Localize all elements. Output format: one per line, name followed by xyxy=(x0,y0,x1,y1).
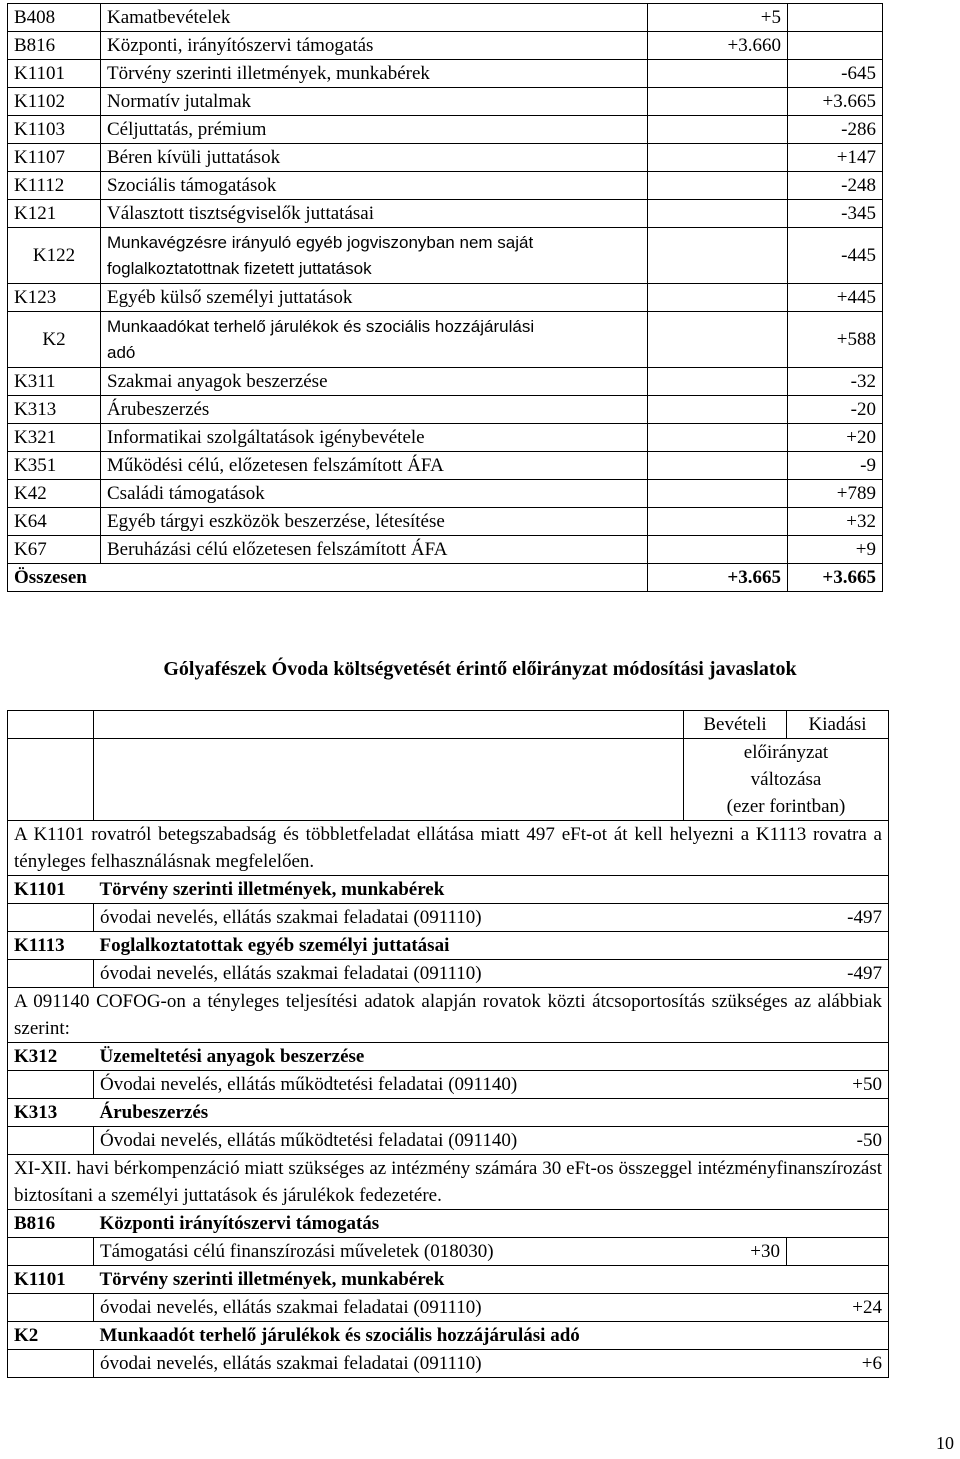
row-expense: +32 xyxy=(788,508,883,536)
row-name: Normatív jutalmak xyxy=(101,88,648,116)
row-name: Működési célú, előzetesen felszámított ÁFA xyxy=(101,452,648,480)
row-name: Szakmai anyagok beszerzése xyxy=(101,368,648,396)
expense-value: +50 xyxy=(787,1071,889,1099)
header-appropriation: előirányzat xyxy=(684,739,889,767)
row-name: Egyéb külső személyi juttatások xyxy=(101,284,648,312)
budget-row xyxy=(8,480,883,508)
budget-row xyxy=(8,284,883,312)
group-item-row xyxy=(8,904,889,932)
appropriation-table xyxy=(7,710,889,1378)
total-income: +3.665 xyxy=(648,564,788,592)
group-title: Foglalkoztatottak egyéb személyi juttatásai xyxy=(94,932,889,960)
row-expense: +9 xyxy=(788,536,883,564)
row-name xyxy=(101,312,648,368)
row-code: K64 xyxy=(8,508,101,536)
row-income xyxy=(648,312,788,368)
group-item: Óvodai nevelés, ellátás működtetési feladatai (091140) xyxy=(94,1127,787,1155)
group-title: Munkaadót terhelő járulékok és szociális hozzájárulási adó xyxy=(94,1322,889,1350)
group-item-row xyxy=(8,1238,889,1266)
row-expense: +445 xyxy=(788,284,883,312)
group-code: K313 xyxy=(8,1099,94,1127)
paragraph-2: A 091140 COFOG-on a tényleges teljesítési adatok alapján rovatok közti átcsoportosítás szükséges az alábbiak szerint: xyxy=(8,988,889,1043)
budget-summary-table xyxy=(7,3,883,592)
row-income xyxy=(648,508,788,536)
row-code: K67 xyxy=(8,536,101,564)
row-name: Szociális támogatások xyxy=(101,172,648,200)
group-item-row xyxy=(8,1294,889,1322)
row-expense xyxy=(788,4,883,32)
paragraph-row xyxy=(8,988,889,1043)
row-expense: -9 xyxy=(788,452,883,480)
expense-value: -497 xyxy=(787,960,889,988)
budget-row xyxy=(8,228,883,284)
group-item-row xyxy=(8,1127,889,1155)
group-title: Törvény szerinti illetmények, munkabérek xyxy=(94,1266,889,1294)
row-name-line-1: Munkaadókat terhelő járulékok és szociális hozzájárulási xyxy=(107,316,535,336)
total-row xyxy=(8,564,883,592)
group-code: K1113 xyxy=(8,932,94,960)
row-code: K1107 xyxy=(8,144,101,172)
row-expense: +20 xyxy=(788,424,883,452)
group-item: óvodai nevelés, ellátás szakmai feladatai (091110) xyxy=(94,1294,787,1322)
group-code: K1101 xyxy=(8,1266,94,1294)
group-item: óvodai nevelés, ellátás szakmai feladatai (091110) xyxy=(94,1350,787,1378)
row-income xyxy=(648,480,788,508)
row-expense: -645 xyxy=(788,60,883,88)
row-name: Árubeszerzés xyxy=(101,396,648,424)
row-name: Törvény szerinti illetmények, munkabérek xyxy=(101,60,648,88)
row-expense: -20 xyxy=(788,396,883,424)
paragraph-3: XI-XII. havi bérkompenzáció miatt szükséges az intézmény számára 30 eFt-os összeggel intézményfinanszírozást biztosítani a személyi juttatások és járulékok fedezetére. xyxy=(8,1155,889,1210)
row-income xyxy=(648,172,788,200)
row-expense: -445 xyxy=(788,228,883,284)
row-name: Informatikai szolgáltatások igénybevétele xyxy=(101,424,648,452)
paragraph-row xyxy=(8,821,889,876)
group-title-row xyxy=(8,1266,889,1294)
row-name-line-1: Munkavégzésre irányuló egyéb jogviszonyban nem saját xyxy=(107,232,534,252)
row-name-line-2: adó xyxy=(107,342,136,362)
row-name: Béren kívüli juttatások xyxy=(101,144,648,172)
row-income xyxy=(648,536,788,564)
row-code: K1103 xyxy=(8,116,101,144)
budget-row xyxy=(8,172,883,200)
expense-value: +24 xyxy=(787,1294,889,1322)
group-item: Támogatási célú finanszírozási műveletek (018030) xyxy=(94,1238,684,1266)
group-title: Törvény szerinti illetmények, munkabérek xyxy=(94,876,889,904)
group-title-row xyxy=(8,1322,889,1350)
section-title: Gólyafészek Óvoda költségvetését érintő előirányzat módosítási javaslatok xyxy=(163,658,797,680)
paragraph-1: A K1101 rovatról betegszabadság és többletfeladat ellátása miatt 497 eFt-ot át kell helyezni a K1113 rovatra a tényleges felhasználásnak megfelelően. xyxy=(8,821,889,876)
row-expense: -286 xyxy=(788,116,883,144)
row-name: Központi, irányítószervi támogatás xyxy=(101,32,648,60)
group-title: Árubeszerzés xyxy=(94,1099,889,1127)
row-income xyxy=(648,452,788,480)
group-item-row xyxy=(8,1350,889,1378)
group-code: K1101 xyxy=(8,876,94,904)
group-item: Óvodai nevelés, ellátás működtetési feladatai (091140) xyxy=(94,1071,787,1099)
budget-row xyxy=(8,508,883,536)
row-expense: +588 xyxy=(788,312,883,368)
income-value: +30 xyxy=(684,1238,787,1266)
group-code: K2 xyxy=(8,1322,94,1350)
row-code: K122 xyxy=(8,228,101,284)
row-name: Családi támogatások xyxy=(101,480,648,508)
row-expense: +789 xyxy=(788,480,883,508)
header-unit: (ezer forintban) xyxy=(684,793,889,821)
row-name: Kamatbevételek xyxy=(101,4,648,32)
row-income xyxy=(648,200,788,228)
budget-summary-body xyxy=(8,4,883,564)
row-income xyxy=(648,396,788,424)
expense-value: +6 xyxy=(787,1350,889,1378)
budget-row xyxy=(8,200,883,228)
row-code: K351 xyxy=(8,452,101,480)
paragraph-row xyxy=(8,1155,889,1210)
header-row-1 xyxy=(8,711,889,739)
budget-row xyxy=(8,312,883,368)
group-title-row xyxy=(8,876,889,904)
group-title: Üzemeltetési anyagok beszerzése xyxy=(94,1043,889,1071)
row-income xyxy=(648,424,788,452)
row-code: K1101 xyxy=(8,60,101,88)
row-name: Beruházási célú előzetesen felszámított ÁFA xyxy=(101,536,648,564)
row-code: K123 xyxy=(8,284,101,312)
row-expense: +147 xyxy=(788,144,883,172)
group-title: Központi irányítószervi támogatás xyxy=(94,1210,889,1238)
row-income: +5 xyxy=(648,4,788,32)
row-income xyxy=(648,144,788,172)
row-name xyxy=(101,228,648,284)
budget-row xyxy=(8,116,883,144)
row-code: K321 xyxy=(8,424,101,452)
group-title-row xyxy=(8,932,889,960)
budget-row xyxy=(8,88,883,116)
row-code: K121 xyxy=(8,200,101,228)
row-code: B816 xyxy=(8,32,101,60)
group-code: B816 xyxy=(8,1210,94,1238)
row-expense: -32 xyxy=(788,368,883,396)
budget-row xyxy=(8,368,883,396)
row-name: Választott tisztségviselők juttatásai xyxy=(101,200,648,228)
budget-row xyxy=(8,144,883,172)
row-income xyxy=(648,284,788,312)
row-income xyxy=(648,116,788,144)
group-title-row xyxy=(8,1099,889,1127)
total-expense: +3.665 xyxy=(788,564,883,592)
row-code: K1102 xyxy=(8,88,101,116)
page-number: 10 xyxy=(936,1433,954,1453)
expense-header: Kiadási xyxy=(787,711,889,739)
expense-value: -497 xyxy=(787,904,889,932)
row-code: B408 xyxy=(8,4,101,32)
row-code: K42 xyxy=(8,480,101,508)
budget-row xyxy=(8,396,883,424)
row-code: K311 xyxy=(8,368,101,396)
header-change: változása xyxy=(684,766,889,793)
expense-value: -50 xyxy=(787,1127,889,1155)
row-income: +3.660 xyxy=(648,32,788,60)
row-expense xyxy=(788,32,883,60)
row-name: Céljuttatás, prémium xyxy=(101,116,648,144)
row-name-line-2: foglalkoztatottnak fizetett juttatások xyxy=(107,258,372,278)
row-expense: +3.665 xyxy=(788,88,883,116)
budget-row xyxy=(8,4,883,32)
row-expense: -248 xyxy=(788,172,883,200)
group-item-row xyxy=(8,1071,889,1099)
budget-row xyxy=(8,452,883,480)
total-label: Összesen xyxy=(8,564,648,592)
header-row-2 xyxy=(8,739,889,767)
group-code: K312 xyxy=(8,1043,94,1071)
budget-row xyxy=(8,424,883,452)
group-title-row xyxy=(8,1210,889,1238)
income-header: Bevételi xyxy=(684,711,787,739)
row-name: Egyéb tárgyi eszközök beszerzése, létesítése xyxy=(101,508,648,536)
row-expense: -345 xyxy=(788,200,883,228)
row-code: K1112 xyxy=(8,172,101,200)
row-income xyxy=(648,60,788,88)
row-income xyxy=(648,88,788,116)
group-item: óvodai nevelés, ellátás szakmai feladatai (091110) xyxy=(94,904,787,932)
budget-row xyxy=(8,32,883,60)
group-title-row xyxy=(8,1043,889,1071)
row-income xyxy=(648,368,788,396)
row-code: K2 xyxy=(8,312,101,368)
budget-row xyxy=(8,536,883,564)
budget-row xyxy=(8,60,883,88)
row-code: K313 xyxy=(8,396,101,424)
group-item-row xyxy=(8,960,889,988)
group-item: óvodai nevelés, ellátás szakmai feladatai (091110) xyxy=(94,960,787,988)
row-income xyxy=(648,228,788,284)
